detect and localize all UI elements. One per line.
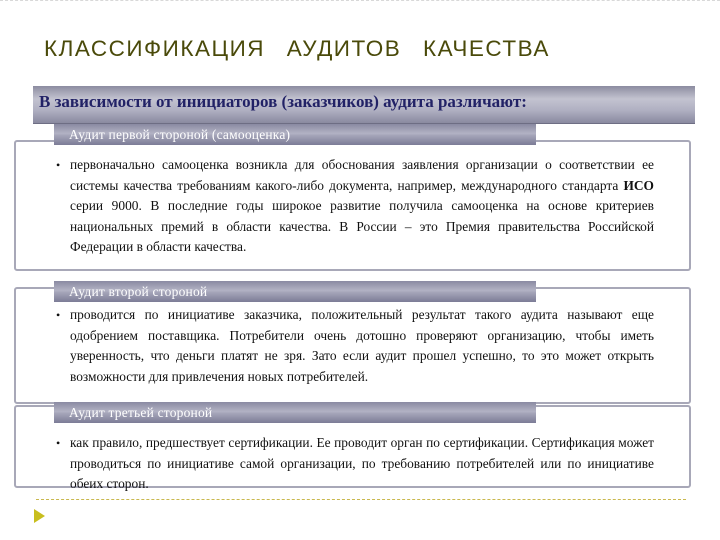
subtitle-banner	[33, 86, 695, 124]
bullet-icon: •	[56, 158, 61, 172]
bottom-dashed-divider	[36, 499, 686, 500]
slide-title: КЛАССИФИКАЦИЯ АУДИТОВ КАЧЕСТВА	[44, 36, 550, 61]
section-body-second-party	[56, 305, 654, 387]
section-text: проводится по инициативе заказчика, положительный результат такого аудита называют еще одобрением поставщика. Потребители очень дотошно проверяют организацию, чтобы иметь уверенность, что деньги платят не зря. Зато если аудит прошел успешно, то это может открыть возможности для привлечения новых потребителей.	[70, 307, 654, 384]
section-text-bold: ИСО	[623, 177, 654, 193]
subtitle-text: В зависимости от инициаторов (заказчиков) аудита различают:	[39, 92, 527, 111]
section-header-third-party: Аудит третьей стороной	[54, 402, 536, 423]
section-text-part1: первоначально самооценка возникла для обоснования заявления организации о соответствии ее системы качества требованиям какого-либо документа, например, международного стандарта	[70, 157, 654, 193]
section-body-first-party	[56, 155, 654, 258]
bullet-icon: •	[56, 436, 61, 450]
section-body-third-party	[56, 433, 654, 495]
top-border-decoration	[0, 0, 720, 4]
section-text-part2: серии 9000. В последние годы широкое развитие получила самооценка на основе критериев национальных премий в области качества. В России – это Премия правительства Российской Федерации в области качества.	[70, 198, 654, 254]
section-header-first-party: Аудит первой стороной (самооценка)	[54, 124, 536, 145]
bullet-icon: •	[56, 308, 61, 322]
triangle-arrow-icon	[34, 509, 45, 523]
section-header-second-party: Аудит второй стороной	[54, 281, 536, 302]
section-text: как правило, предшествует сертификации. Ее проводит орган по сертификации. Сертификация может проводиться по инициативе самой организации, по требованию потребителей или по инициативе обеих сторон.	[70, 435, 654, 491]
